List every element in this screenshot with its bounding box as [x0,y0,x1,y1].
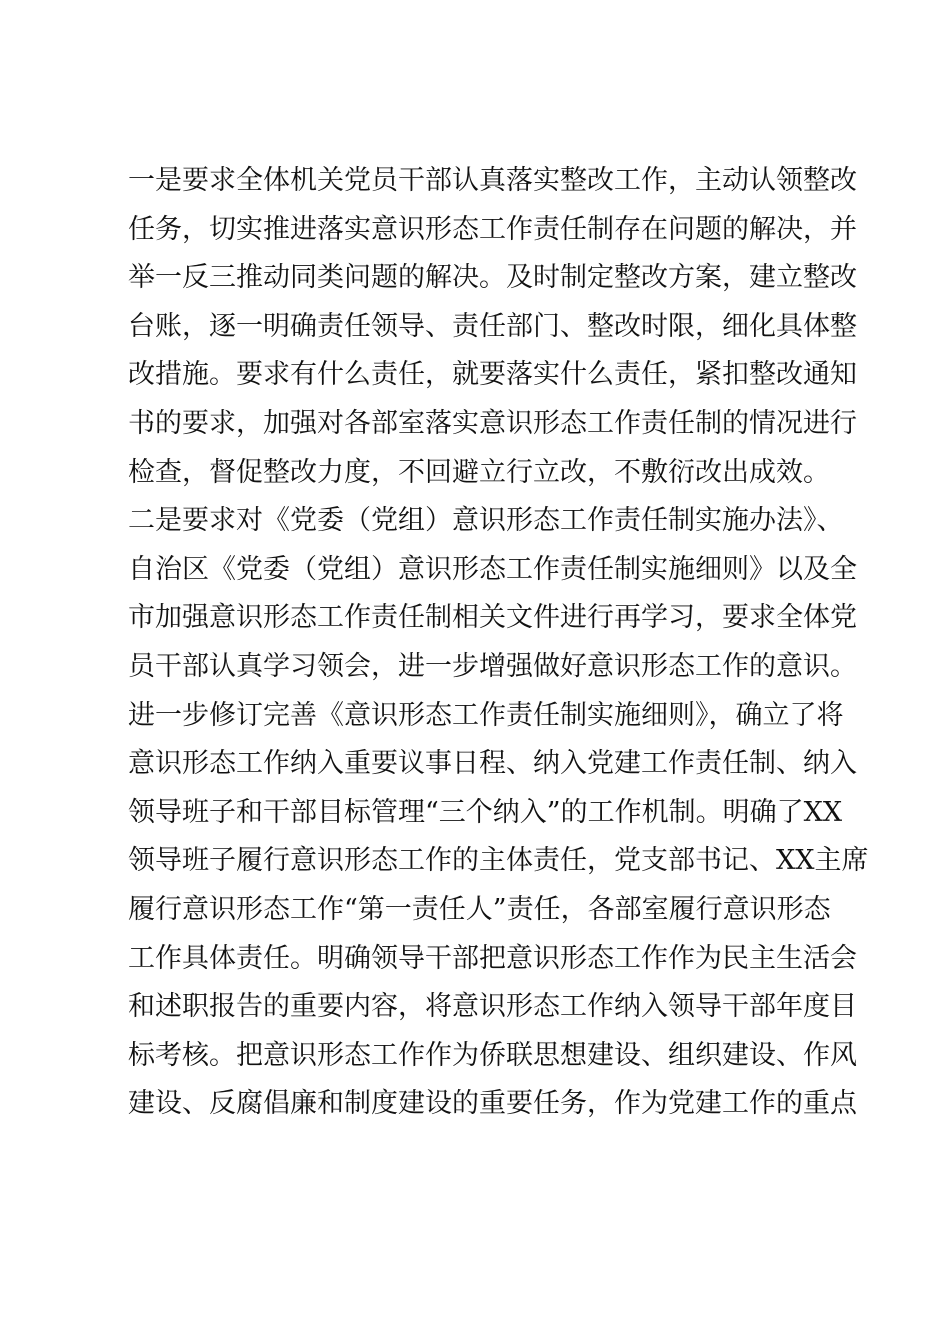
paragraph-line: 领导班子履行意识形态工作的主体责任，党支部书记、XX主席 [128,845,869,877]
paragraph-line: 标考核。把意识形态工作作为侨联思想建设、组织建设、作风 [128,1039,857,1071]
document-body [128,157,869,1129]
paragraph-line: 市加强意识形态工作责任制相关文件进行再学习，要求全体党 [128,602,857,634]
paragraph-line: 和述职报告的重要内容，将意识形态工作纳入领导干部年度目 [128,991,857,1023]
paragraph-line: 任务，切实推进落实意识形态工作责任制存在问题的解决，并 [128,213,857,245]
paragraph-line: 二是要求对《党委（党组）意识形态工作责任制实施办法》、 [128,505,844,537]
paragraph-line: 工作具体责任。明确领导干部把意识形态工作作为民主生活会 [128,942,857,974]
paragraph-line: 自治区《党委（党组）意识形态工作责任制实施细则》以及全 [128,553,857,585]
paragraph-line: 一是要求全体机关党员干部认真落实整改工作，主动认领整改 [128,165,857,196]
paragraph-line: 检查，督促整改力度，不回避立行立改，不敷衍改出成效。 [128,456,830,488]
paragraph-line: 员干部认真学习领会，进一步增强做好意识形态工作的意识。 [128,650,857,682]
paragraph-3 [128,692,869,1129]
paragraph-line: 改措施。要求有什么责任，就要落实什么责任，紧扣整改通知 [128,359,857,391]
paragraph-1 [128,157,857,497]
paragraph-line: 举一反三推动同类问题的解决。及时制定整改方案，建立整改 [128,262,857,294]
paragraph-line: 书的要求，加强对各部室落实意识形态工作责任制的情况进行 [128,407,857,439]
paragraph-line: 领导班子和干部目标管理“三个纳入”的工作机制。明确了XX [128,796,843,828]
paragraph-line: 意识形态工作纳入重要议事日程、纳入党建工作责任制、纳入 [128,748,857,780]
paragraph-line: 履行意识形态工作“第一责任人”责任，各部室履行意识形态 [128,893,831,925]
paragraph-line: 台账，逐一明确责任领导、责任部门、整改时限，细化具体整 [128,310,857,342]
paragraph-2 [128,497,857,691]
paragraph-line: 进一步修订完善《意识形态工作责任制实施细则》，确立了将 [128,699,844,731]
paragraph-line: 建设、反腐倡廉和制度建设的重要任务，作为党建工作的重点 [128,1088,857,1120]
